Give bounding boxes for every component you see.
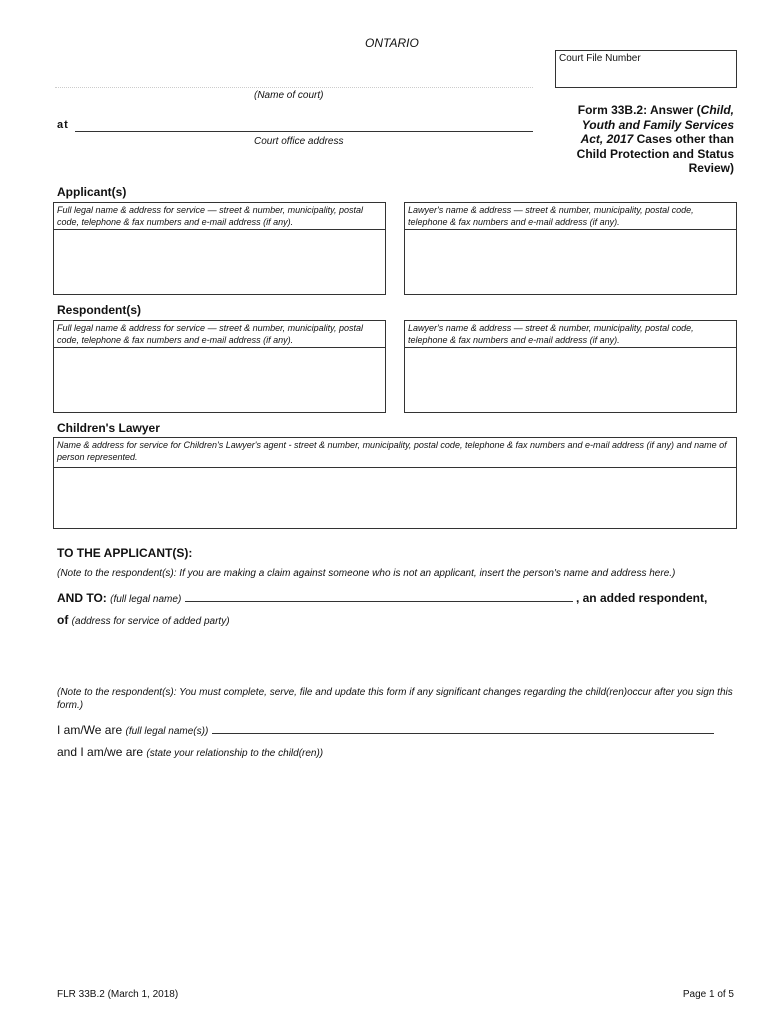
relationship-hint: (state your relationship to the child(ren)) (146, 748, 324, 759)
form-title-prefix: Form 33B.2: Answer ( (577, 103, 701, 117)
added-party-address-area[interactable] (57, 630, 737, 680)
court-name-caption: (Name of court) (254, 90, 324, 101)
court-name-line[interactable] (55, 87, 533, 88)
note-update: (Note to the respondent(s): You must complete, serve, file and update this form if any significant changes regarding the child(ren)occur after you sign this form.) (57, 687, 733, 711)
applicant-lawyer-caption: Lawyer's name & address — street & number, municipality, postal code, telephone & fax numbers and e-mail address (if any). (405, 203, 736, 230)
form-title-suffix: Cases other than Child Protection and Status Review) (576, 132, 734, 175)
applicant-lawyer-box[interactable] (404, 202, 737, 295)
applicant-party-box[interactable] (53, 202, 386, 295)
childrens-lawyer-caption: Name & address for service for Children's Lawyer's agent - street & number, municipality, postal code, telephone & fax numbers and e-mail address (if any) and name of person represented. (54, 438, 736, 468)
respondents-heading: Respondent(s) (57, 303, 141, 317)
relationship-line (57, 745, 323, 759)
of-hint: (address for service of added party) (71, 616, 230, 627)
and-to-line (57, 590, 747, 605)
added-respondent-label: , an added respondent, (575, 591, 708, 605)
page-number: Page 1 of 5 (682, 989, 734, 1000)
court-file-number-field[interactable] (555, 50, 737, 88)
form-title-act: Child, Youth and Family Services Act, 2017 (580, 103, 734, 146)
relationship-label: and I am/we are (57, 745, 144, 759)
court-file-number-label: Court File Number (559, 53, 641, 64)
iam-line (57, 722, 741, 737)
note-claim: (Note to the respondent(s): If you are making a claim against someone who is not an applicant, insert the person's name and address here.) (57, 568, 676, 579)
childrens-lawyer-heading: Children's Lawyer (57, 421, 160, 435)
form-id: FLR 33B.2 (March 1, 2018) (57, 989, 179, 1000)
jurisdiction-title: ONTARIO (365, 36, 419, 50)
of-line (57, 613, 230, 627)
at-label: at (57, 119, 69, 131)
childrens-lawyer-box[interactable] (53, 437, 737, 529)
iam-hint: (full legal name(s)) (125, 726, 209, 737)
of-label: of (57, 613, 69, 627)
and-to-label: AND TO: (57, 591, 107, 605)
court-address-caption: Court office address (254, 136, 344, 147)
and-to-hint: (full legal name) (110, 594, 182, 605)
full-legal-names-field[interactable] (212, 722, 714, 734)
form-title (560, 103, 734, 176)
applicants-heading: Applicant(s) (57, 185, 127, 199)
court-address-line[interactable] (75, 131, 533, 132)
respondent-lawyer-box[interactable] (404, 320, 737, 413)
applicant-party-caption: Full legal name & address for service — street & number, municipality, postal code, telephone & fax numbers and e-mail address (if any). (54, 203, 385, 230)
respondent-party-box[interactable] (53, 320, 386, 413)
respondent-lawyer-caption: Lawyer's name & address — street & number, municipality, postal code, telephone & fax numbers and e-mail address (if any). (405, 321, 736, 348)
iam-label: I am/We are (57, 723, 123, 737)
respondent-party-caption: Full legal name & address for service — street & number, municipality, postal code, telephone & fax numbers and e-mail address (if any). (54, 321, 385, 348)
added-party-name-field[interactable] (185, 590, 573, 602)
to-applicants-heading: TO THE APPLICANT(S): (57, 546, 193, 560)
relationship-field-area[interactable] (57, 762, 737, 962)
